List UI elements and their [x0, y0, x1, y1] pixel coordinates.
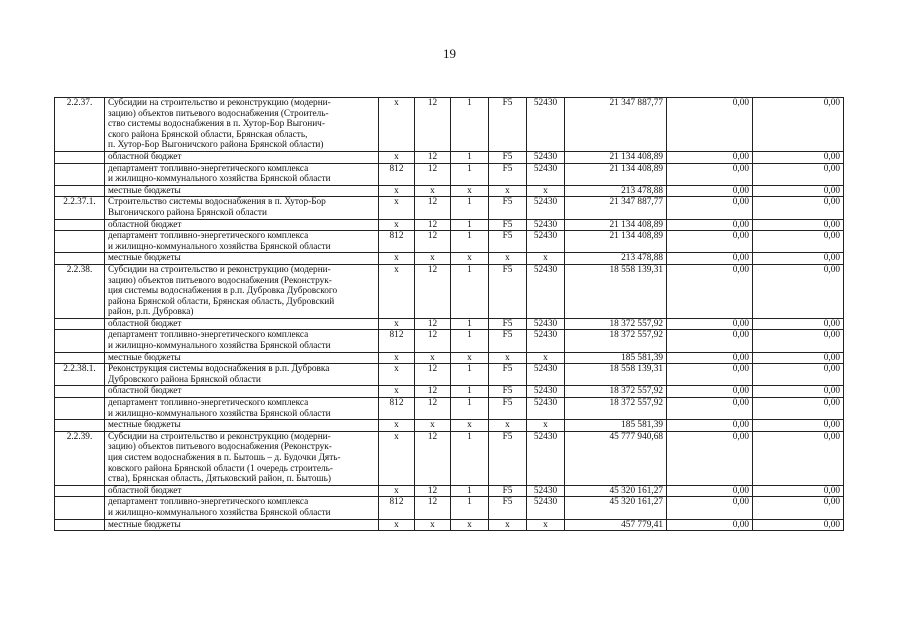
row-index: 2.2.38.1. — [55, 364, 105, 386]
row-description: департамент топливно-энергетического комплекса и жилищно-коммунального хозяйства Брянской области — [105, 231, 379, 253]
amount-year-2: 0,00 — [667, 364, 753, 386]
amount-year-3: 0,00 — [753, 264, 844, 318]
col-section: 12 — [415, 330, 451, 352]
row-description: департамент топливно-энергетического комплекса и жилищно-коммунального хозяйства Брянской области — [105, 497, 379, 519]
col-admin-code: х — [379, 318, 415, 330]
col-section: 12 — [415, 219, 451, 231]
col-section: 12 — [415, 197, 451, 219]
amount-year-3: 0,00 — [753, 98, 844, 152]
row-index — [55, 253, 105, 265]
col-expense-code: 52430 — [527, 163, 565, 185]
col-admin-code: 812 — [379, 497, 415, 519]
table-row — [55, 364, 844, 386]
col-expense-code: 52430 — [527, 364, 565, 386]
col-admin-code: х — [379, 364, 415, 386]
col-subsection: х — [451, 352, 489, 364]
col-subsection: х — [451, 420, 489, 432]
col-admin-code: х — [379, 185, 415, 197]
amount-year-2: 0,00 — [667, 330, 753, 352]
table-row — [55, 398, 844, 420]
row-description: местные бюджеты — [105, 519, 379, 531]
row-description: местные бюджеты — [105, 352, 379, 364]
table-row — [55, 318, 844, 330]
amount-year-3: 0,00 — [753, 163, 844, 185]
amount-year-2: 0,00 — [667, 485, 753, 497]
table-row — [55, 98, 844, 152]
row-description: областной бюджет — [105, 151, 379, 163]
col-expense-code: х — [527, 519, 565, 531]
col-program: F5 — [489, 197, 527, 219]
table-row — [55, 497, 844, 519]
col-expense-code: х — [527, 352, 565, 364]
amount-year-3: 0,00 — [753, 485, 844, 497]
col-admin-code: х — [379, 197, 415, 219]
col-section: 12 — [415, 318, 451, 330]
table-row — [55, 352, 844, 364]
col-expense-code: 52430 — [527, 264, 565, 318]
amount-year-3: 0,00 — [753, 151, 844, 163]
col-section: х — [415, 420, 451, 432]
amount-year-1: 185 581,39 — [565, 420, 667, 432]
col-subsection: 1 — [451, 386, 489, 398]
col-admin-code: х — [379, 431, 415, 485]
col-program: F5 — [489, 398, 527, 420]
col-expense-code: 52430 — [527, 151, 565, 163]
table-row — [55, 431, 844, 485]
col-subsection: 1 — [451, 219, 489, 231]
amount-year-1: 457 779,41 — [565, 519, 667, 531]
col-subsection: 1 — [451, 163, 489, 185]
amount-year-2: 0,00 — [667, 197, 753, 219]
col-admin-code: 812 — [379, 163, 415, 185]
table-row — [55, 386, 844, 398]
amount-year-1: 21 347 887,77 — [565, 197, 667, 219]
row-index — [55, 398, 105, 420]
col-section: 12 — [415, 163, 451, 185]
amount-year-3: 0,00 — [753, 253, 844, 265]
row-index — [55, 386, 105, 398]
table-row — [55, 151, 844, 163]
amount-year-2: 0,00 — [667, 185, 753, 197]
col-expense-code: 52430 — [527, 231, 565, 253]
row-index — [55, 318, 105, 330]
col-section: 12 — [415, 497, 451, 519]
amount-year-2: 0,00 — [667, 519, 753, 531]
amount-year-2: 0,00 — [667, 497, 753, 519]
col-program: F5 — [489, 330, 527, 352]
amount-year-2: 0,00 — [667, 163, 753, 185]
amount-year-2: 0,00 — [667, 398, 753, 420]
table-row — [55, 420, 844, 432]
col-subsection: 1 — [451, 318, 489, 330]
col-admin-code: х — [379, 253, 415, 265]
col-admin-code: х — [379, 264, 415, 318]
table-row — [55, 485, 844, 497]
col-admin-code: х — [379, 386, 415, 398]
table-row — [55, 197, 844, 219]
amount-year-1: 45 777 940,68 — [565, 431, 667, 485]
amount-year-1: 18 372 557,92 — [565, 330, 667, 352]
col-section: х — [415, 519, 451, 531]
amount-year-2: 0,00 — [667, 98, 753, 152]
col-section: х — [415, 185, 451, 197]
col-program: х — [489, 420, 527, 432]
amount-year-3: 0,00 — [753, 398, 844, 420]
table-row — [55, 185, 844, 197]
col-subsection: 1 — [451, 364, 489, 386]
amount-year-2: 0,00 — [667, 231, 753, 253]
col-admin-code: х — [379, 98, 415, 152]
amount-year-3: 0,00 — [753, 386, 844, 398]
col-admin-code: 812 — [379, 398, 415, 420]
col-subsection: 1 — [451, 398, 489, 420]
col-program: F5 — [489, 219, 527, 231]
budget-table — [54, 97, 844, 531]
row-description: местные бюджеты — [105, 420, 379, 432]
amount-year-1: 18 372 557,92 — [565, 386, 667, 398]
col-program: F5 — [489, 151, 527, 163]
row-description: местные бюджеты — [105, 185, 379, 197]
amount-year-3: 0,00 — [753, 231, 844, 253]
col-expense-code: 52430 — [527, 318, 565, 330]
col-subsection: 1 — [451, 98, 489, 152]
col-expense-code: 52430 — [527, 431, 565, 485]
amount-year-1: 21 134 408,89 — [565, 231, 667, 253]
col-program: F5 — [489, 364, 527, 386]
amount-year-2: 0,00 — [667, 386, 753, 398]
col-expense-code: 52430 — [527, 398, 565, 420]
row-index — [55, 219, 105, 231]
amount-year-3: 0,00 — [753, 197, 844, 219]
table-row — [55, 519, 844, 531]
table-row — [55, 231, 844, 253]
row-index — [55, 420, 105, 432]
col-program: F5 — [489, 497, 527, 519]
row-description: департамент топливно-энергетического комплекса и жилищно-коммунального хозяйства Брянской области — [105, 330, 379, 352]
col-program: F5 — [489, 485, 527, 497]
col-expense-code: 52430 — [527, 98, 565, 152]
col-subsection: 1 — [451, 330, 489, 352]
amount-year-2: 0,00 — [667, 431, 753, 485]
col-program: х — [489, 185, 527, 197]
col-expense-code: х — [527, 420, 565, 432]
amount-year-3: 0,00 — [753, 497, 844, 519]
row-description: местные бюджеты — [105, 253, 379, 265]
col-subsection: 1 — [451, 431, 489, 485]
col-expense-code: 52430 — [527, 197, 565, 219]
col-admin-code: х — [379, 420, 415, 432]
amount-year-1: 21 134 408,89 — [565, 163, 667, 185]
amount-year-2: 0,00 — [667, 318, 753, 330]
row-index: 2.2.37.1. — [55, 197, 105, 219]
row-index — [55, 497, 105, 519]
amount-year-2: 0,00 — [667, 352, 753, 364]
col-section: 12 — [415, 485, 451, 497]
row-description: департамент топливно-энергетического комплекса и жилищно-коммунального хозяйства Брянской области — [105, 398, 379, 420]
col-admin-code: 812 — [379, 231, 415, 253]
row-description: областной бюджет — [105, 219, 379, 231]
amount-year-1: 213 478,88 — [565, 185, 667, 197]
col-section: х — [415, 253, 451, 265]
col-expense-code: х — [527, 185, 565, 197]
amount-year-3: 0,00 — [753, 431, 844, 485]
col-subsection: х — [451, 185, 489, 197]
table-row — [55, 219, 844, 231]
row-index — [55, 330, 105, 352]
amount-year-2: 0,00 — [667, 420, 753, 432]
amount-year-2: 0,00 — [667, 151, 753, 163]
col-subsection: 1 — [451, 497, 489, 519]
row-index — [55, 231, 105, 253]
amount-year-1: 18 558 139,31 — [565, 364, 667, 386]
col-program: х — [489, 253, 527, 265]
col-section: 12 — [415, 264, 451, 318]
col-program: F5 — [489, 98, 527, 152]
row-index — [55, 485, 105, 497]
row-index: 2.2.38. — [55, 264, 105, 318]
col-section: х — [415, 352, 451, 364]
col-section: 12 — [415, 386, 451, 398]
row-description: Субсидии на строительство и реконструкцию (модерни- зацию) объектов питьевого водоснабжения (Реконструк- ция системы водоснабжения в р.п. Дубровка Дубровского района Брянской области, Брянская область, Дубровский район, р.п. Дубровка) — [105, 264, 379, 318]
col-section: 12 — [415, 231, 451, 253]
col-program: F5 — [489, 163, 527, 185]
col-program: х — [489, 519, 527, 531]
row-index — [55, 163, 105, 185]
row-description: Реконструкция системы водоснабжения в р.п. Дубровка Дубровского района Брянской области — [105, 364, 379, 386]
col-program: F5 — [489, 431, 527, 485]
amount-year-3: 0,00 — [753, 364, 844, 386]
col-subsection: 1 — [451, 197, 489, 219]
col-expense-code: 52430 — [527, 386, 565, 398]
amount-year-3: 0,00 — [753, 330, 844, 352]
col-subsection: х — [451, 519, 489, 531]
row-index — [55, 352, 105, 364]
amount-year-1: 18 372 557,92 — [565, 318, 667, 330]
col-section: 12 — [415, 431, 451, 485]
col-section: 12 — [415, 398, 451, 420]
amount-year-3: 0,00 — [753, 519, 844, 531]
col-subsection: 1 — [451, 264, 489, 318]
col-subsection: х — [451, 253, 489, 265]
col-expense-code: 52430 — [527, 330, 565, 352]
col-admin-code: х — [379, 219, 415, 231]
col-admin-code: х — [379, 352, 415, 364]
row-description: Субсидии на строительство и реконструкцию (модерни- зацию) объектов питьевого водоснабжения (Строитель- ство системы водоснабжения в п. Хутор-Бор Выгонич- ского района Брянской области, Брянская область, п. Хутор-Бор Выгоничского района Брянской области) — [105, 98, 379, 152]
amount-year-3: 0,00 — [753, 352, 844, 364]
col-admin-code: 812 — [379, 330, 415, 352]
amount-year-3: 0,00 — [753, 185, 844, 197]
amount-year-2: 0,00 — [667, 253, 753, 265]
col-admin-code: х — [379, 485, 415, 497]
amount-year-2: 0,00 — [667, 264, 753, 318]
col-subsection: 1 — [451, 231, 489, 253]
row-description: Субсидии на строительство и реконструкцию (модерни- зацию) объектов питьевого водоснабжения (Реконструк- ция систем водоснабжения в п. Бытошь – д. Будочки Дять- ковского района Брянской области (1 очередь строитель- ства), Брянская область, Дятьковский район, п. Бытошь) — [105, 431, 379, 485]
amount-year-3: 0,00 — [753, 219, 844, 231]
table-body — [55, 98, 844, 531]
page-number: 19 — [443, 46, 456, 61]
row-index — [55, 519, 105, 531]
row-description: Строительство системы водоснабжения в п. Хутор-Бор Выгоничского района Брянской области — [105, 197, 379, 219]
row-description: областной бюджет — [105, 386, 379, 398]
col-program: F5 — [489, 264, 527, 318]
amount-year-1: 21 134 408,89 — [565, 151, 667, 163]
col-program: х — [489, 352, 527, 364]
col-expense-code: 52430 — [527, 219, 565, 231]
amount-year-1: 21 347 887,77 — [565, 98, 667, 152]
col-program: F5 — [489, 318, 527, 330]
row-index: 2.2.39. — [55, 431, 105, 485]
row-description: областной бюджет — [105, 485, 379, 497]
table-row — [55, 163, 844, 185]
col-section: 12 — [415, 364, 451, 386]
col-section: 12 — [415, 151, 451, 163]
col-admin-code: х — [379, 519, 415, 531]
table-row — [55, 330, 844, 352]
amount-year-1: 213 478,88 — [565, 253, 667, 265]
amount-year-2: 0,00 — [667, 219, 753, 231]
col-section: 12 — [415, 98, 451, 152]
amount-year-1: 18 558 139,31 — [565, 264, 667, 318]
col-subsection: 1 — [451, 151, 489, 163]
amount-year-3: 0,00 — [753, 318, 844, 330]
amount-year-1: 45 320 161,27 — [565, 485, 667, 497]
col-expense-code: 52430 — [527, 485, 565, 497]
amount-year-3: 0,00 — [753, 420, 844, 432]
amount-year-1: 21 134 408,89 — [565, 219, 667, 231]
col-program: F5 — [489, 231, 527, 253]
col-admin-code: х — [379, 151, 415, 163]
col-subsection: 1 — [451, 485, 489, 497]
table-row — [55, 264, 844, 318]
table-row — [55, 253, 844, 265]
amount-year-1: 45 320 161,27 — [565, 497, 667, 519]
col-program: F5 — [489, 386, 527, 398]
row-description: департамент топливно-энергетического комплекса и жилищно-коммунального хозяйства Брянской области — [105, 163, 379, 185]
amount-year-1: 185 581,39 — [565, 352, 667, 364]
row-index: 2.2.37. — [55, 98, 105, 152]
row-description: областной бюджет — [105, 318, 379, 330]
amount-year-1: 18 372 557,92 — [565, 398, 667, 420]
row-index — [55, 151, 105, 163]
row-index — [55, 185, 105, 197]
col-expense-code: 52430 — [527, 497, 565, 519]
col-expense-code: х — [527, 253, 565, 265]
